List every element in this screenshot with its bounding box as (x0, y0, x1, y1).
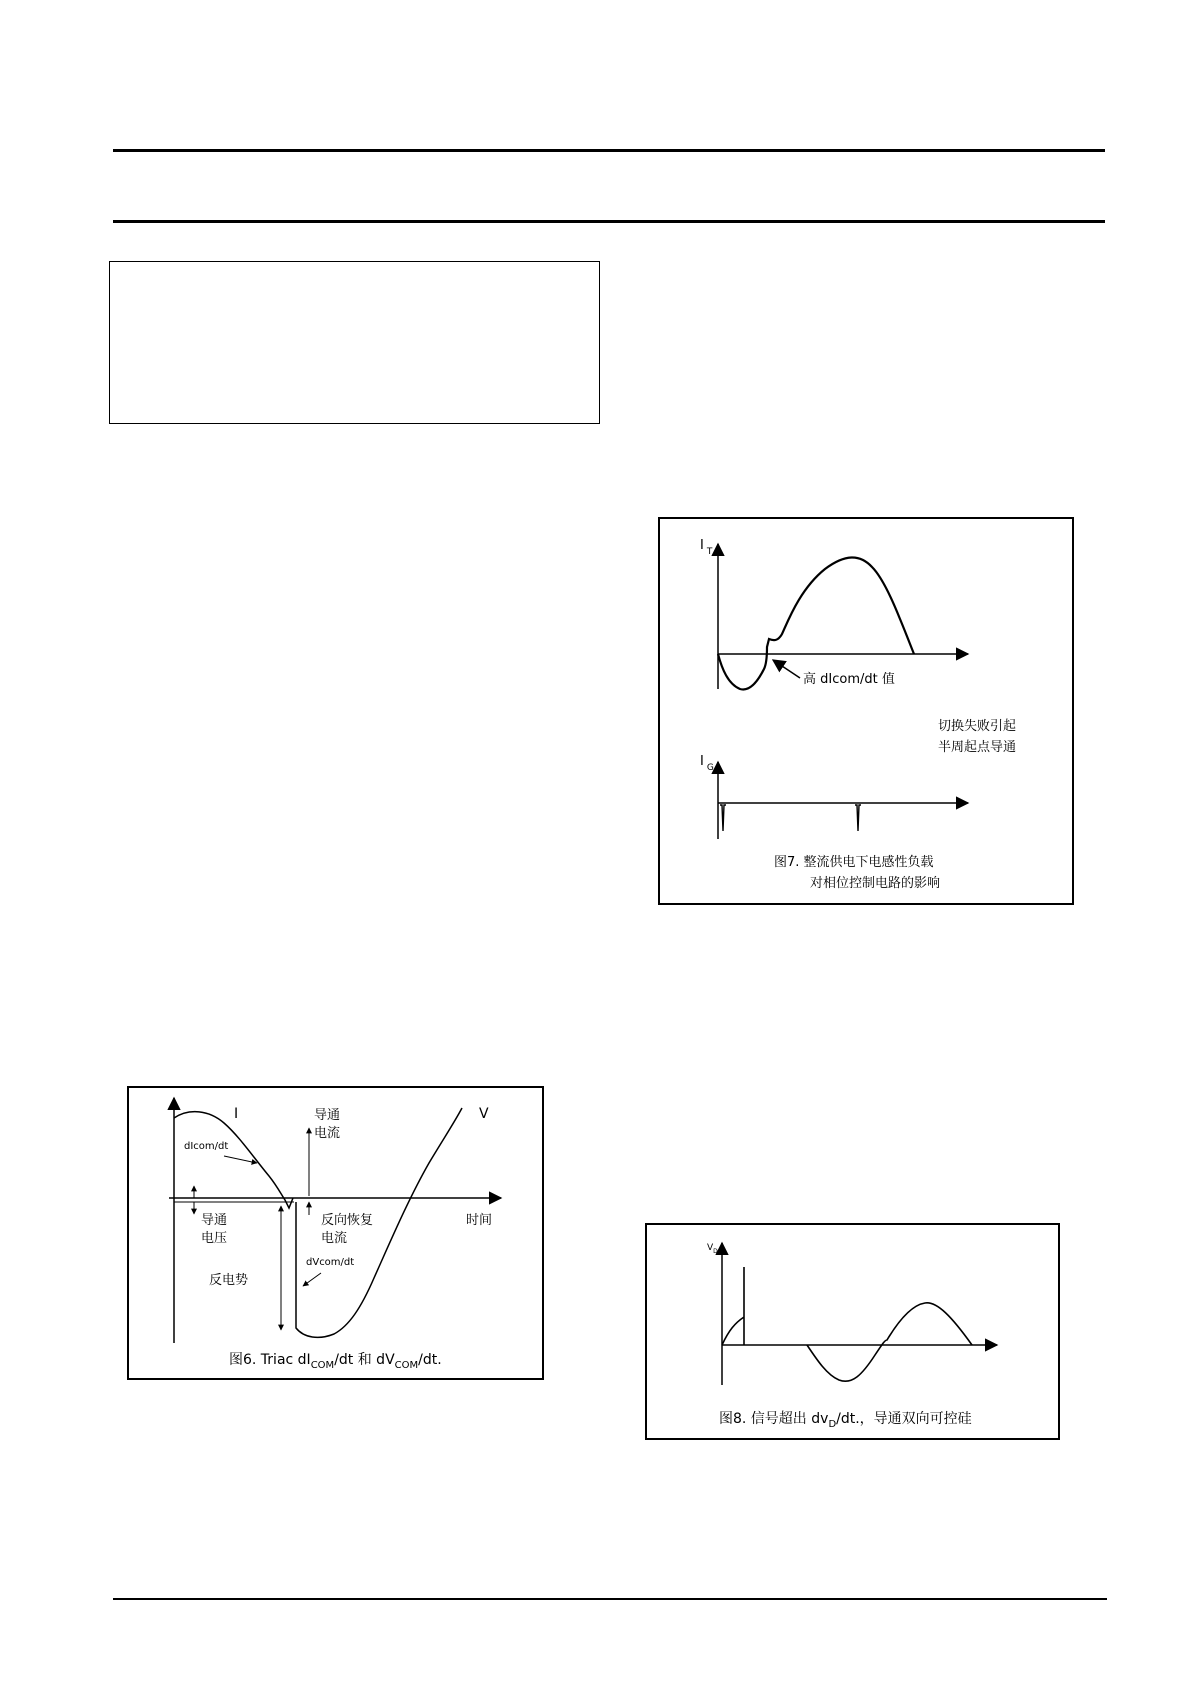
figure-7 (658, 517, 1074, 905)
gate-pulse-2 (855, 805, 861, 831)
high-di-arrow (773, 660, 800, 678)
current-curve (174, 1112, 293, 1208)
dv-label: dVcom/dt (306, 1257, 355, 1268)
footer-rule (113, 1598, 1107, 1600)
di-arrow (224, 1156, 257, 1163)
high-di-label: 高 dIcom/dt 值 (803, 672, 895, 687)
time-label: 时间 (466, 1213, 493, 1228)
gate-pulse-1 (720, 805, 726, 831)
note-box (109, 261, 600, 424)
figure-8-caption: 图8. 信号超出 $dv_D/dt$.，导通双向可控硅 (719, 1411, 972, 1430)
on-current-line1: 导通 (314, 1108, 341, 1123)
it-current-curve (718, 557, 914, 689)
commutation-note-line2: 半周起点导通 (938, 740, 1017, 755)
ig-axis-label: I $_G$ (700, 754, 714, 773)
back-emf-label: 反电势 (209, 1273, 249, 1288)
dv-arrow (303, 1273, 321, 1286)
vd-axis-label: $V_D$ (707, 1243, 718, 1255)
it-axis-label: I $_T$ (700, 538, 713, 557)
header-rule-bottom (113, 220, 1105, 223)
figure-6-plot (129, 1088, 546, 1382)
voltage-label: V (479, 1106, 489, 1122)
reverse-recovery-line1: 反向恢复 (321, 1213, 374, 1228)
figure-8-plot (647, 1225, 1062, 1442)
on-current-line2: 电流 (314, 1126, 341, 1141)
header-rule-top (113, 149, 1105, 152)
di-label: dIcom/dt (184, 1141, 229, 1152)
current-label: I (234, 1106, 239, 1122)
figure-6 (127, 1086, 544, 1380)
figure-7-caption-line2: 对相位控制电路的影响 (810, 876, 941, 891)
vd-sine-curve (807, 1303, 972, 1381)
dv-spike (722, 1267, 744, 1345)
figure-7-plot (660, 519, 1076, 907)
commutation-note-line1: 切换失败引起 (938, 719, 1017, 734)
figure-7-caption-line1: 图7. 整流供电下电感性负载 (774, 855, 934, 870)
reverse-recovery-line2: 电流 (321, 1231, 348, 1246)
figure-8 (645, 1223, 1060, 1440)
figure-6-caption: 图6. Triac $dI_{COM}/dt$ 和 $dV_{COM}/dt$. (229, 1352, 442, 1371)
on-voltage-line2: 电压 (201, 1231, 228, 1246)
on-voltage-line1: 导通 (201, 1213, 228, 1228)
